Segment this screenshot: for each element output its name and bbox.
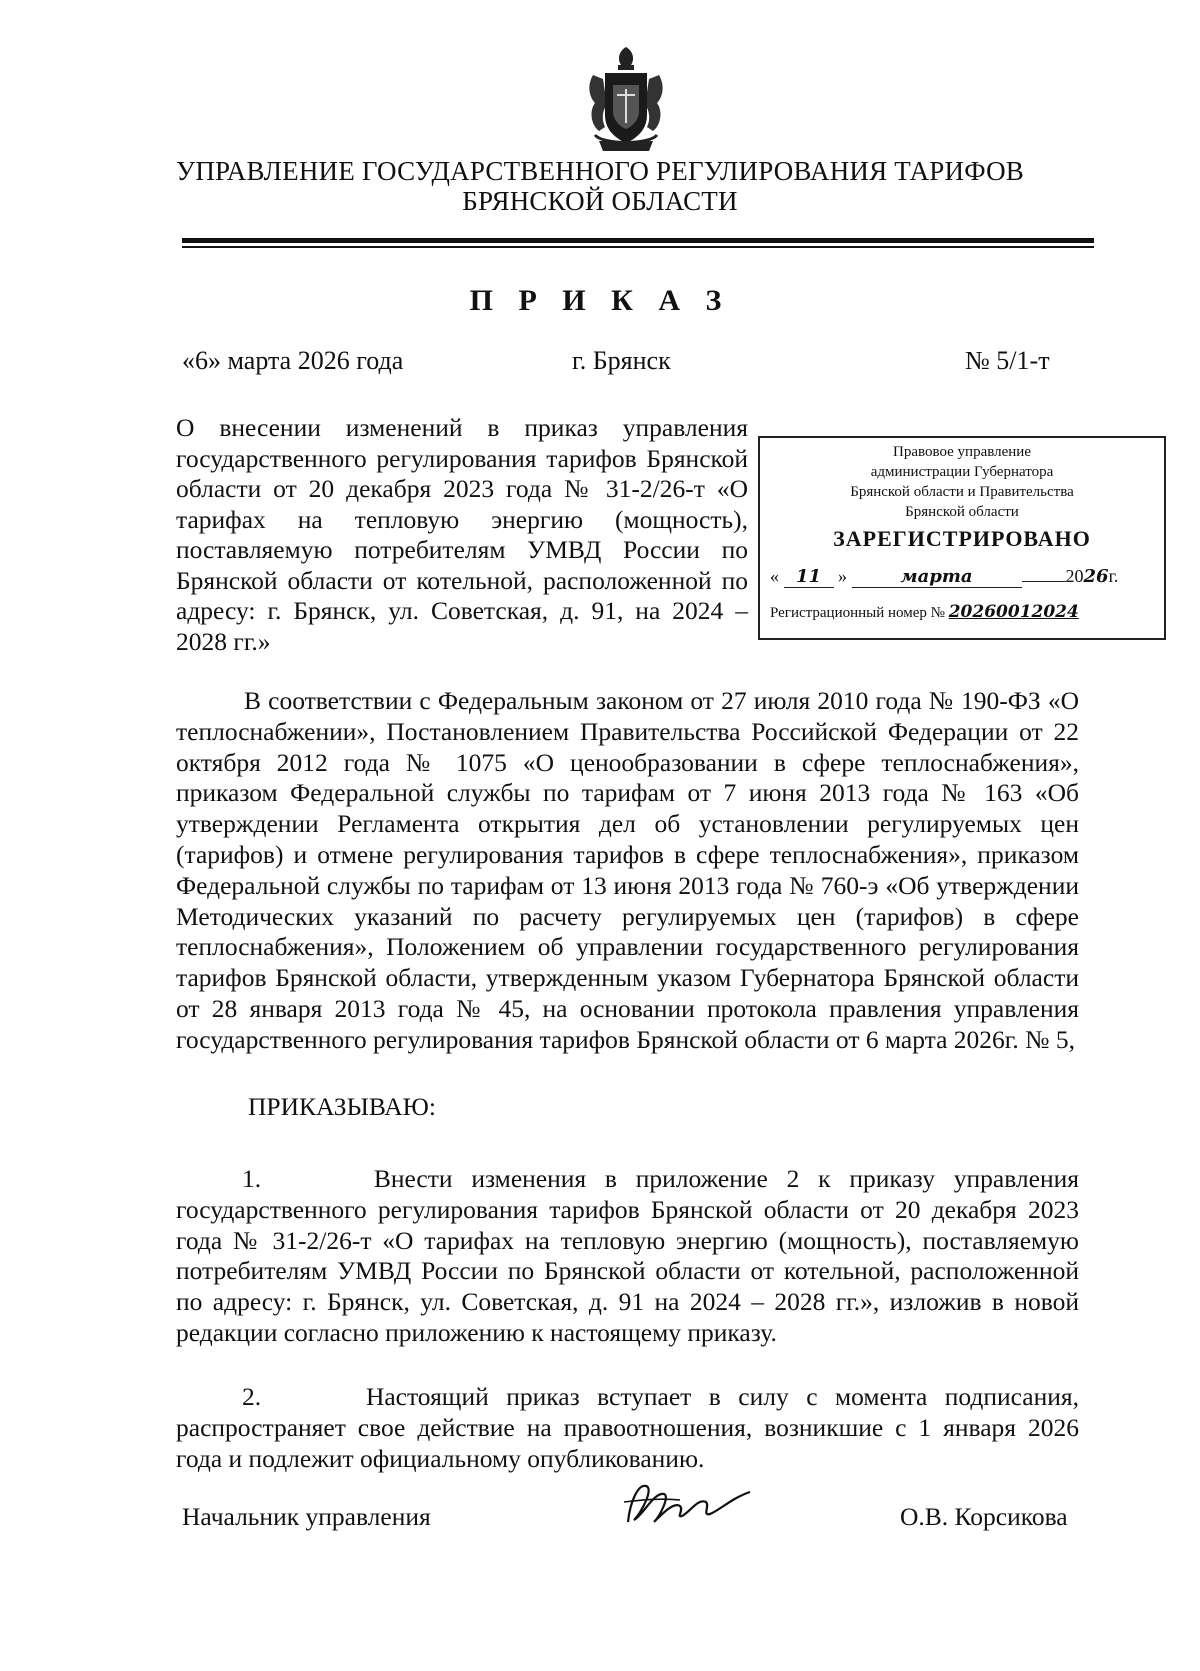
stamp-month: марта [852,566,1022,588]
stamp-reg-label: Регистрационный номер № [770,605,945,621]
document-city: г. Брянск [572,346,671,375]
signer-position: Начальник управления [182,1502,431,1531]
document-date: «6» марта 2026 года [182,346,404,375]
signer-name: О.В. Корсикова [900,1502,1068,1531]
document-subject: О внесении изменений в приказ управления государственного регулирования тарифов Брянской области от 20 декабря 2023 года № 31-2/26-т «О тарифах на тепловую энергию (мощность), поставляемую потребителям УМВД России по Брянской области от котельной, расположенной по адресу: г. Брянск, ул. Советская, д. 91, на 2024 – 2028 гг.» [176,413,748,656]
registration-stamp [758,436,1166,640]
order-word: ПРИКАЗЫВАЮ: [248,1092,436,1121]
document-number: № 5/1-т [965,346,1050,375]
order-item-2 [176,1382,1079,1474]
stamp-day: 11 [784,566,834,588]
header-divider-thick [182,238,1094,243]
order-item-1 [176,1164,1079,1349]
preamble-paragraph [176,686,1079,1056]
stamp-line-2: администрации Губернатора [870,464,1054,480]
stamp-line-4: Брянской области [905,504,1019,520]
stamp-registered-label: ЗАРЕГИСТРИРОВАНО [833,526,1091,551]
stamp-reg-row [770,602,1160,622]
organization-name-line1: УПРАВЛЕНИЕ ГОСУДАРСТВЕННОГО РЕГУЛИРОВАНИЯ ТАРИФОВ [176,156,1024,186]
item-1-number: 1. [242,1164,262,1193]
handwritten-signature [620,1472,760,1532]
item-1-text: Внести изменения в приложение 2 к приказу управления государственного регулирования тарифов Брянской области от 20 декабря 2023 года № 31-2/26-т «О тарифах на тепловую энергию (мощность), поставляемую потребителям УМВД России по Брянской области от котельной, расположенной по адресу: г. Брянск, ул. Советская, д. 91 на 2024 – 2028 гг.», изложив в новой редакции согласно приложению к настоящему приказу. [176,1164,1079,1347]
stamp-year-end: г. [1108,566,1119,586]
stamp-year-suffix: 26 [1083,566,1109,587]
stamp-line-3: Брянской области и Правительства [850,484,1074,500]
header-divider-thin [182,246,1094,248]
document-title: П Р И К А З [469,284,731,317]
item-2-number: 2. [242,1382,262,1411]
stamp-line-1: Правовое управление [893,444,1031,460]
preamble-text: В соответствии с Федеральным законом от 27 июля 2010 года № 190-ФЗ «О теплоснабжении», Постановлением Правительства Российской Федерации от 22 октября 2012 года № 1075 «О ценообразовании в сфере теплоснабжения», приказом Федеральной службы по тарифам от 7 июня 2013 года № 163 «Об утверждении Регламента открытия дел об установлении регулируемых цен (тарифов) и отмене регулирования тарифов в сфере теплоснабжения», приказом Федеральной службы по тарифам от 13 июня 2013 года № 760-э «Об утверждении Методических указаний по расчету регулируемых цен (тарифов) в сфере теплоснабжения», Положением об управлении государственного регулирования тарифов Брянской области, утвержденным указом Губернатора Брянской области от 28 января 2013 года № 45, на основании протокола правления управления государственного регулирования тарифов Брянской области от 6 марта 2026г. № 5, [176,686,1079,1054]
organization-name-line2: БРЯНСКОЙ ОБЛАСТИ [462,186,738,216]
stamp-year-prefix: 20 [1065,566,1084,586]
stamp-date-row: « 11 » марта 2026г. [770,566,1119,587]
item-2-text: Настоящий приказ вступает в силу с момента подписания, распространяет свое действие на правоотношения, возникшие с 1 января 2026 года и подлежит официальному опубликованию. [176,1382,1080,1473]
coat-of-arms-emblem [583,45,669,157]
stamp-reg-number: 20260012024 [948,602,1079,622]
